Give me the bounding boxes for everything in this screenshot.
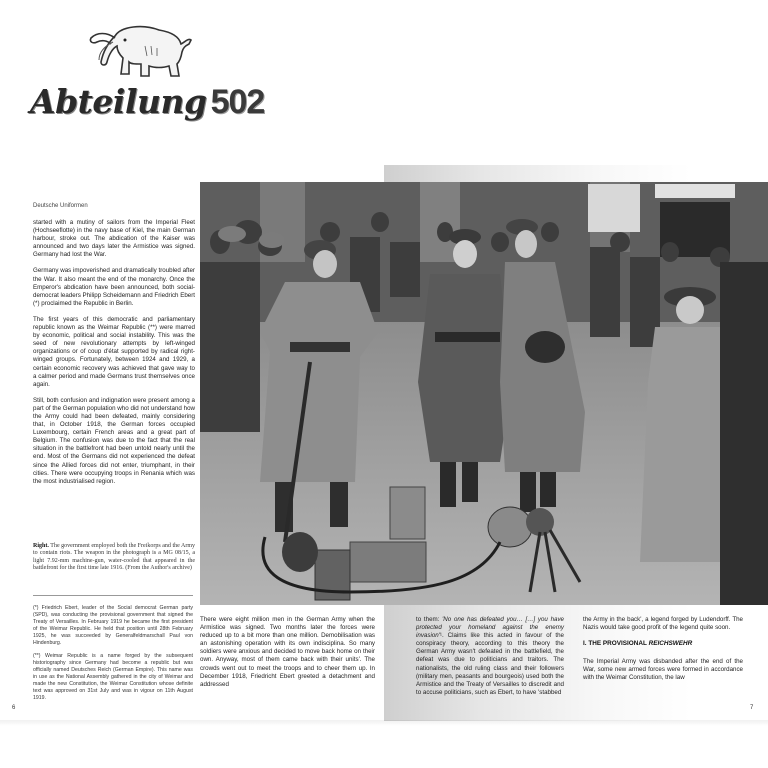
caption-label: Right. — [33, 543, 49, 549]
bottom-column-1 — [200, 616, 375, 697]
paragraph: the Army in the back', a legend forged by Ludendorff. The Nazis would take good profit of the legend quite soon. — [583, 616, 743, 632]
photo-caption — [33, 543, 195, 573]
paragraph: started with a mutiny of sailors from the Imperial Fleet (Hochseeflotte) in the navy base of Kiel, the main German harbour, stroke out. The abdication of the Kaiser was announced and two days later the Armistice was signed. Germany had lost the War. — [33, 219, 195, 259]
logo-number: 502 — [210, 83, 265, 121]
ebert-quote: 'No one has defeated you… […] you have protected your homeland against the enemy invasion' — [416, 616, 564, 640]
footnotes — [33, 605, 193, 709]
section-heading — [583, 640, 743, 648]
page-number-right: 7 — [750, 705, 754, 711]
logo-word: Abteilung — [30, 82, 207, 121]
paragraph: The first years of this democratic and parliamentary republic known as the Weimar Republic (**) were marred by economic, political and social instability. This was the seed of new revolutionary attempts by left-winged organizations or of coup d'état supported by radical right-winged groups. Fortunately, between 1924 and 1929, a certain economic recovery was achieved that gave way to a calmer period and made Germans trust themselves once again. — [33, 315, 195, 388]
paragraph: There were eight million men in the German Army when the Armistice was signed. Two months later the forces were reduced up to a bit more than one million. Demobilisation was an astonishing operation with its own indisciplina. So many soldiers were anxious and decided to move back home on their own. Anyway, most of them came back with their units'. The crowds went out to meet the troops and to cheer them up. In December 1918, Friedricht Ebert greeted a detachment and addressed — [200, 616, 375, 688]
paragraph: The Imperial Army was disbanded after the end of the War, some new armed forces were formed in accordance with the Weimar Constitution, the law — [583, 658, 743, 682]
publisher-logo — [30, 22, 265, 122]
left-main-column — [33, 219, 195, 494]
caption-text: The government employed both the Freikorps and the Army to contain riots. The weapon in the photograph is a MG 08/15, a light 7.92-mm machine-gun, water-cooled that appeared in the battlefront for the first time late 1916. (From the Author's archive) — [33, 543, 195, 572]
spread-shadow — [0, 720, 768, 726]
page-number-left: 6 — [12, 705, 16, 711]
paragraph — [416, 616, 564, 697]
bottom-column-3 — [583, 616, 743, 691]
mammoth-icon — [85, 22, 195, 82]
footnote: (*) Friedrich Ebert, leader of the Social democrat German party (SPD), was conducting the provisional government that signed the Treaty of Versailles. In February 1919 he became the first president of the Weimar Republic. He held that position until 28th February 1925, he was succeeded by Generalfeldmarschall Paul von Hindenburg. — [33, 605, 193, 646]
quote-intro: to them: — [416, 616, 443, 623]
footnote: (**) Weimar Republic is a name forged by the subsequent historiography since Germany had become a republic but was officially named Deutsches Reich (German Empire). This name was in use as the National Assembly gathered in the city of Weimar and made the new Constitution, the Weimar Constitution whose definite text was approved on 31st July and was in vigour on 11th August 1919. — [33, 653, 193, 701]
historical-photograph — [200, 182, 768, 605]
running-head: Deutsche Uniformen — [33, 203, 88, 209]
paragraph: Germany was impoverished and dramatically troubled after the War. It also meant the end of the monarchy. Once the Emperor's abdication have been announced, both social-democrat leaders Philipp Scheidemann and Friedrich Ebert (*) proclaimed the Republic in Berlin. — [33, 267, 195, 307]
caption-divider — [33, 595, 193, 596]
book-spread — [0, 165, 768, 721]
paragraph: Still, both confusion and indignation were present among a part of the German population who did not understand how the Army could had been defeated, mainly considering that, in October 1918, the German forces occupied Luxembourg, certain French areas and a great part of Belgium. The confusion was due to the fact that the real situation in the battlefront had been untold nearly until the end. Most of the Germans did not experienced the defeat since the Allied forces did not enter, triumphant, in their cities. There were occupying troops in Renania which was the most industrialised region. — [33, 396, 195, 485]
photo-illustration — [200, 182, 768, 605]
logo-wordmark — [30, 82, 264, 122]
section-heading-prefix: I. THE PROVISIONAL — [583, 640, 649, 648]
bottom-column-2 — [416, 616, 564, 705]
quote-continuation: ¹. Claims like this acted in favour of the conspiracy theory, according to this theory the German Army wasn't defeated in the battlefield, the defeat was due to politicians and traitors. The nationalists, the old ruling class and their followers (military men, peasants and bourgeois) used both the Armistice and the Treaty of Versailles to discredit and to accuse politicians, such as Ebert, to have 'stabbed — [416, 632, 564, 696]
section-heading-italic: REICHSWEHR — [648, 640, 693, 648]
